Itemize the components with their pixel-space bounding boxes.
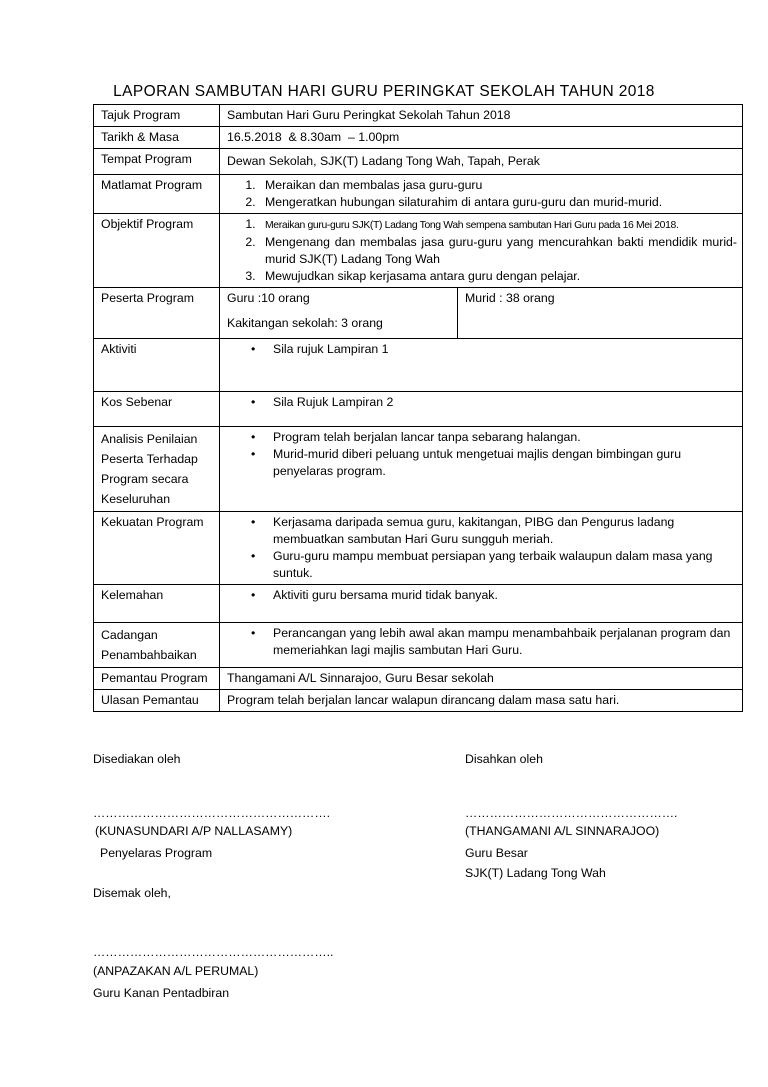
- row-kelemahan: [94, 585, 743, 623]
- label-ulasan: Ulasan Pemantau: [94, 690, 220, 712]
- row-objektif: [94, 214, 743, 288]
- peserta-split: [220, 288, 742, 338]
- list-item: • Perancangan yang lebih awal akan mampu menambahbaik perjalanan program dan memeriahkan lagi majlis sambutan Hari Guru.: [267, 625, 737, 659]
- approved-name: (THANGAMANI A/L SINNARAJOO): [465, 824, 660, 838]
- list-item: 3. Mewujudkan sikap kerjasama antara guru dengan pelajar.: [259, 268, 737, 285]
- value-tajuk: Sambutan Hari Guru Peringkat Sekolah Tahun 2018: [220, 105, 743, 127]
- row-matlamat: [94, 175, 743, 214]
- approved-signature-line: …………………………………………….: [465, 806, 678, 820]
- row-tarikh: [94, 127, 743, 149]
- peserta-kakitangan: Kakitangan sekolah: 3 orang: [227, 316, 383, 330]
- value-analisis: [220, 427, 743, 512]
- value-cadangan: [220, 623, 743, 668]
- peserta-guru: Guru :10 orang: [227, 291, 310, 305]
- label-line: Penambahbaikan: [101, 648, 197, 662]
- row-peserta: [94, 288, 743, 339]
- value-matlamat: [220, 175, 743, 214]
- cadangan-list: [227, 625, 737, 659]
- prepared-role: Penyelaras Program: [100, 846, 213, 860]
- label-line: Analisis Penilaian: [101, 432, 198, 446]
- label-cadangan: [94, 623, 220, 668]
- approved-role: Guru Besar: [465, 846, 528, 860]
- value-kos: [220, 392, 743, 427]
- label-matlamat: Matlamat Program: [94, 175, 220, 214]
- matlamat-list: [227, 177, 737, 211]
- list-item: • Guru-guru mampu membuat persiapan yang terbaik walaupun dalam masa yang suntuk.: [267, 548, 737, 582]
- value-tarikh: 16.5.2018 & 8.30am – 1.00pm: [220, 127, 743, 149]
- label-kekuatan: Kekuatan Program: [94, 512, 220, 585]
- label-tarikh: Tarikh & Masa: [94, 127, 220, 149]
- kekuatan-list: [227, 514, 737, 582]
- label-line: Cadangan: [101, 628, 158, 642]
- row-cadangan: [94, 623, 743, 668]
- label-peserta: Peserta Program: [94, 288, 220, 339]
- list-item: 2. Mengenang dan membalas jasa guru-guru yang mencurahkan bakti mendidik murid-murid SJK(T) Ladang Tong Wah: [259, 234, 737, 268]
- label-aktiviti: Aktiviti: [94, 339, 220, 392]
- approved-school: SJK(T) Ladang Tong Wah: [465, 866, 606, 880]
- value-aktiviti: [220, 339, 743, 392]
- list-item: • Kerjasama daripada semua guru, kakitangan, PIBG dan Pengurus ladang membuatkan sambutan Hari Guru sungguh meriah.: [267, 514, 737, 548]
- report-table: [93, 104, 743, 712]
- value-kekuatan: [220, 512, 743, 585]
- label-kos: Kos Sebenar: [94, 392, 220, 427]
- row-tajuk: [94, 105, 743, 127]
- list-item: • Program telah berjalan lancar tanpa sebarang halangan.: [267, 429, 737, 446]
- value-objektif: [220, 214, 743, 288]
- value-pemantau: Thangamani A/L Sinnarajoo, Guru Besar sekolah: [220, 668, 743, 690]
- label-line: Peserta Terhadap: [101, 452, 198, 466]
- aktiviti-list: [227, 341, 737, 358]
- kos-list: [227, 394, 737, 411]
- list-item: • Sila Rujuk Lampiran 2: [267, 394, 737, 411]
- checked-heading: Disemak oleh,: [93, 886, 171, 900]
- value-kelemahan: [220, 585, 743, 623]
- row-pemantau: [94, 668, 743, 690]
- label-line: Program secara: [101, 472, 189, 486]
- objektif-list: [227, 216, 737, 285]
- prepared-signature-line: ………………………………………………….: [93, 806, 331, 820]
- label-line: Keseluruhan: [101, 492, 171, 506]
- row-kekuatan: [94, 512, 743, 585]
- list-item: • Murid-murid diberi peluang untuk mengetuai majlis dengan bimbingan guru penyelaras program.: [267, 446, 737, 480]
- row-tempat: [94, 149, 743, 175]
- value-peserta: [220, 288, 743, 339]
- list-item-text: Meraikan guru-guru SJK(T) Ladang Tong Wah sempena sambutan Hari Guru pada 16 Mei 2018.: [265, 220, 679, 231]
- row-aktiviti: [94, 339, 743, 392]
- value-tempat: Dewan Sekolah, SJK(T) Ladang Tong Wah, Tapah, Perak: [220, 149, 743, 175]
- approved-heading: Disahkan oleh: [465, 752, 543, 766]
- list-item: • Sila rujuk Lampiran 1: [267, 341, 737, 358]
- label-kelemahan: Kelemahan: [94, 585, 220, 623]
- list-item: • Aktiviti guru bersama murid tidak banyak.: [267, 587, 737, 604]
- analisis-list: [227, 429, 737, 480]
- value-ulasan: Program telah berjalan lancar walapun dirancang dalam masa satu hari.: [220, 690, 743, 712]
- list-item: 1. Meraikan dan membalas jasa guru-guru: [259, 177, 737, 194]
- checked-role: Guru Kanan Pentadbiran: [93, 986, 230, 1000]
- row-kos: [94, 392, 743, 427]
- row-ulasan: [94, 690, 743, 712]
- prepared-name: (KUNASUNDARI A/P NALLASAMY): [95, 824, 293, 838]
- list-item: [259, 216, 737, 234]
- row-analisis: [94, 427, 743, 512]
- peserta-murid: Murid : 38 orang: [465, 291, 555, 305]
- peserta-staff: [220, 288, 458, 338]
- label-tempat: Tempat Program: [94, 149, 220, 175]
- kelemahan-list: [227, 587, 737, 604]
- label-analisis: [94, 427, 220, 512]
- label-objektif: Objektif Program: [94, 214, 220, 288]
- report-title: LAPORAN SAMBUTAN HARI GURU PERINGKAT SEKOLAH TAHUN 2018: [113, 83, 655, 100]
- list-item: 2. Mengeratkan hubungan silaturahim di antara guru-guru dan murid-murid.: [259, 194, 737, 211]
- label-pemantau: Pemantau Program: [94, 668, 220, 690]
- prepared-heading: Disediakan oleh: [93, 752, 181, 766]
- checked-signature-line: …………………………………………………..: [93, 945, 334, 959]
- checked-name: (ANPAZAKAN A/L PERUMAL): [93, 964, 259, 978]
- label-tajuk: Tajuk Program: [94, 105, 220, 127]
